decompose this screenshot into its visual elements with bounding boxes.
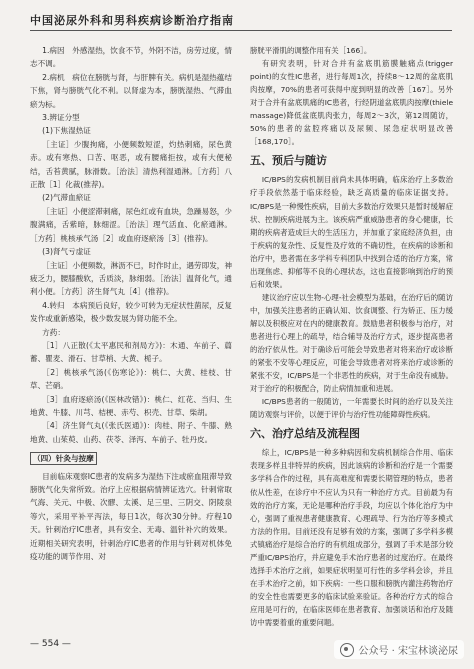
- body-paragraph: ［主证］小便频数，淋沥不已，时作时止，遇劳即发，神疲乏力，腰膝酸软，舌质淡，脉细弱。［治法］温肾化气，通利小便。［方药］济生肾气丸［4］(推荐)。: [30, 260, 232, 297]
- body-paragraph: 1.病因 外感湿热，饮食不节，外阴不洁，房劳过度，情志不调。: [30, 46, 232, 69]
- section-6-title: 六、治疗总结及流程图: [250, 427, 360, 441]
- left-column: [30, 44, 232, 563]
- section-5-title: 五、预后与随访: [250, 154, 327, 168]
- body-paragraph: ［4］济生肾气丸(《张氏医通》)：肉桂、附子、牛膝、熟地黄、山茱萸、山药、茯苓、泽泻、车前子、牡丹皮。: [30, 421, 232, 444]
- body-paragraph: ［3］血府逐瘀汤(《医林改错》)：桃仁、红花、当归、生地黄、牛膝、川芎、桔梗、赤芍、枳壳、甘草、柴胡。: [30, 394, 232, 417]
- body-paragraph: (2)气滞血瘀证: [42, 193, 91, 203]
- body-paragraph: IC/BPS的发病机制目前尚未具体明确，临床治疗上多数治疗手段依然基于临床经验，缺乏高质量的临床证据支持。IC/BPS是一种慢性疾病，目前大多数治疗效果只是暂时缓解症状、控制疾病进展为主。该疾病严重威胁患者的身心健康，长期的疾病者造成巨大的生活压力，并加重了家庭经济负担，由于疾病的复杂性、反复性及疗效的不确切性，在疾病的诊断和治疗中，患者需在多学科专科团队中找到合适的治疗方案，常出现焦虑、抑郁等不良的心理状态，这也直接影响到治疗的预后和效果。: [250, 175, 453, 289]
- body-paragraph: 3.辨证分型: [42, 113, 80, 123]
- page-number: — 554 —: [30, 639, 71, 649]
- body-paragraph: 建议治疗应以生物-心理-社会模型为基础，在治疗后的随访中，加强关注患者的正确认知、饮食调整、行为矫正、压力缓解以及积极应对在内的健康教育。鼓励患者积极参与治疗，对患者进行心理上的疏导，结合辅导及治疗方式，逐步提高患者的治疗依从性。对于确诊后可能会导致患者对将来治疗或诊断的紧张不安等心理反应，可能会导致患者对将来治疗或诊断的紧张不安，IC/BPS是一个非恶性的疾病，对于生命没有威胁。对于治疗的积极配合，防止病情加重和进展。: [250, 292, 453, 394]
- right-column: [250, 44, 453, 629]
- body-paragraph: ［1］八正散(《太平惠民和剂局方》)：木通、车前子、萹蓄、瞿麦、滑石、甘草梢、大黄、栀子。: [30, 340, 232, 364]
- body-paragraph: ［2］桃核承气汤(《伤寒论》)：桃仁、大黄、桂枝、甘草、芒硝。: [30, 367, 232, 391]
- body-paragraph: 2.病机 病位在膀胱与肾，与肝脾有关。病机是湿热蕴结下焦，肾与膀胱气化不利。以肾虚为本，膀胱湿热、气滞血瘀为标。: [30, 72, 232, 109]
- body-paragraph: (1)下焦湿热证: [42, 126, 91, 136]
- wechat-watermark: [334, 640, 464, 659]
- acupuncture-paragraphs: [30, 470, 232, 564]
- section-6-body: [250, 446, 453, 629]
- running-header: 中国泌尿外科和男科疾病诊断治疗指南: [30, 14, 234, 27]
- subsection-title-text: （四）针灸与按摩: [30, 452, 97, 465]
- right-intro-paragraph: 膀胱平滑肌的调整作用有关［166］。: [250, 46, 372, 55]
- watermark-text: 公众号 · 宋宝林谈泌尿: [358, 646, 458, 657]
- body-paragraph: ［主证］小便涩滞刺痛，尿色红或有血块，急躁易怒，少腹满痛，舌紫暗，脉细涩。［治法］理气活血、化瘀通淋。［方药］桃核承气汤［2］或血府逐瘀汤［3］(推荐)。: [30, 206, 232, 243]
- body-paragraph: 目前临床观察IC患者的发病多为湿热下注或瘀血阻滞导致膀胱气化失常所致。治疗上应根据病情辨证选穴。针刺常取气海、关元、中极、次髎、太溪、足三里、三阴交、阴陵泉等穴，采用平补平泻法，每日1次，每次30分钟。疗程10天。针刺治疗IC患者，具有安全、无毒、温针补穴的效果。近期相关研究表明，针刺治疗IC患者的作用与针刺对机体免疫功能的调节作用、对: [30, 471, 232, 562]
- subsection-title-acupuncture: [30, 452, 232, 465]
- section-5-body: [250, 173, 453, 421]
- massage-paragraph: 有研究表明，针对合并有盆底肌筋膜触痛点(trigger point)的女性IC患者，进行每周1次，持续8～12周的盆底肌肉按摩，70%的患者可获得中度到明显的改善［167］。另外对于合并有盆底肌痛的IC患者，行经阴道盆底肌肉按摩(thiele massage)降低盆底肌肉张力，每周2～3次，第12周随访，50%的患者的盆腔疼痛以及尿频、尿急症状明显改善［168,170］。: [250, 59, 453, 147]
- header-rule: [30, 30, 452, 31]
- body-paragraph: 4.转归 本病预后良好，较少可转为无症状性菌尿，反复发作或重新感染，极少数发展为肾功能不全。: [30, 300, 232, 324]
- body-paragraph: IC/BPS患者的一般随访，一年需要长时间的治疗以及关注随访观察与评价，以便于评价与治疗性功能障碍性疾病。: [250, 397, 453, 420]
- body-paragraph: ［主证］少腹拘痛，小便频数短涩，灼热刺痛，尿色黄赤。或有寒热、口苦、呕恶，或有腰痛拒按，或有大便秘结，舌苔黄腻，脉滑数。［治法］清热利湿通淋。［方药］八正散［1］化裁(推荐)。: [30, 139, 232, 190]
- left-paragraphs: [30, 44, 232, 446]
- wechat-account-icon: [340, 643, 354, 657]
- body-paragraph: 综上，IC/BPS是一种多种病因和发病机制综合作用、临床表现多样且非特异的疾病，因此该病的诊断和治疗是一个需要多学科合作的过程，具有高难度和需要长期管理的特点，患者依从性差，在诊疗中不应认为只有一种治疗方式。目前最为有效的治疗方案，无论是哪种治疗手段，均应以个体化治疗为中心，强调了重视患者健康教育、心理疏导、行为治疗等多模式方法的作用。目前还没有足够有效的方案，强调了多学科多模式镇痛治疗是综合治疗的有机组成部分，强调了手术是部分较严重IC/BPS治疗，并应避免手术治疗患者的过度治疗。在最终选择手术治疗之前，如果症状明显可行性的多学科会诊，并且在手术治疗之前，如下疾病：一些口服和膀胱内灌注药物治疗的安全性也需要更多的临床试验来验证。各种治疗方式的综合应用是可行的，在临床医师在患者教育、加强谈话和治疗及随访中需要着重的重要问题。: [250, 448, 453, 627]
- body-paragraph: 方药：: [42, 327, 65, 337]
- body-paragraph: (3)肾气亏虚证: [42, 247, 91, 257]
